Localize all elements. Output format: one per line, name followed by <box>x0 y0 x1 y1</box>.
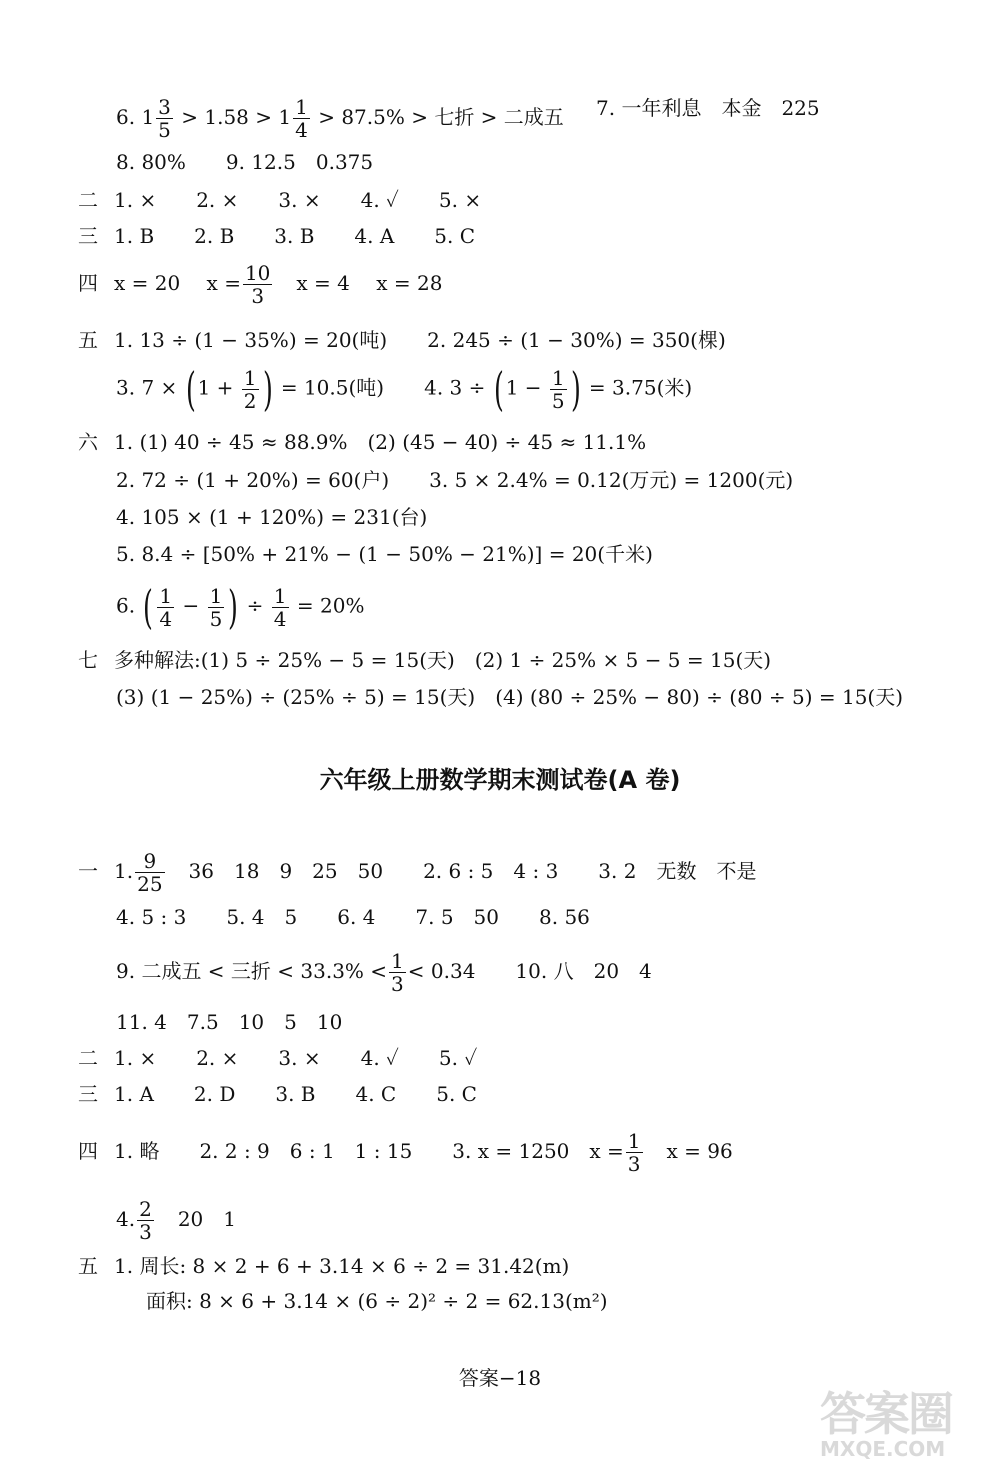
page-number: 答案−18 <box>458 1366 542 1390</box>
answer-row: 8. 80% 9. 12.5 0.375 <box>116 150 374 174</box>
fraction: $\frac{1}{3}$ <box>391 949 404 996</box>
answer-row: 二 1. × 2. × 3. × 4. ✓ 5. ✓ <box>78 1046 478 1070</box>
section-number: 五 <box>78 328 98 352</box>
answer-row: 4. $\frac{2}{3}$ 20 1 <box>116 1197 237 1244</box>
section-number: 三 <box>78 1082 98 1106</box>
watermark-logo <box>820 1387 990 1466</box>
fraction: $\frac{1}{4}$ <box>295 95 308 142</box>
answer-row: 一 1. $\frac{9}{25}$ 36 18 9 25 50 2. 6 : 5 4 : 3 3. 2 无数 不是 <box>78 849 757 896</box>
watermark-url: MXQE.COM <box>820 1437 946 1461</box>
section-number: 六 <box>78 430 98 454</box>
answer-row: 五 1. 周长: 8 × 2 + 6 + 3.14 × 6 ÷ 2 = 31.42(m) <box>78 1254 570 1278</box>
fraction: $\frac{1}{4}$ <box>273 583 287 631</box>
section-number: 一 <box>78 859 98 883</box>
answer-row: 五 1. 13 ÷ (1 − 35%) = 20(吨) 2. 245 ÷ (1 − 30%) = 350(棵) <box>78 328 726 352</box>
section-number: 三 <box>78 224 98 248</box>
section-number: 五 <box>78 1254 98 1278</box>
fraction: $\frac{1}{2}$ <box>243 365 257 413</box>
text: 6. 1 <box>116 105 155 129</box>
text: > 87.5% > 七折 > 二成五 <box>311 105 564 129</box>
fraction: $\frac{10}{3}$ <box>244 261 271 308</box>
fraction: $\frac{1}{5}$ <box>551 365 565 413</box>
watermark-text: 答案圈 <box>820 1387 952 1441</box>
fraction: $\frac{3}{5}$ <box>158 95 171 142</box>
answer-row <box>116 96 564 141</box>
fraction: $\frac{1}{3}$ <box>627 1129 641 1176</box>
answer-row: 四 1. 略 2. 2 : 9 6 : 1 1 : 15 3. x = 1250 x = $\frac{1}{3}$ x = 96 <box>78 1129 733 1176</box>
section-number: 二 <box>78 1046 98 1070</box>
section-title: 六年级上册数学期末测试卷(A 卷) <box>319 766 681 794</box>
answer-row: 三 1. A 2. D 3. B 4. C 5. C <box>78 1082 477 1106</box>
answer-row: 9. 二成五 < 三折 < 33.3% < $\frac{1}{3}$ < 0.34 10. 八 20 4 <box>116 949 652 996</box>
answer-row: 7. 一年利息 本金 225 <box>596 96 820 120</box>
fraction: $\frac{1}{4}$ <box>159 583 173 631</box>
section-number: 四 <box>78 271 98 295</box>
fraction: $\frac{2}{3}$ <box>139 1197 152 1244</box>
fraction: $\frac{9}{25}$ <box>137 849 163 896</box>
section-number: 四 <box>78 1139 98 1163</box>
answer-row: 5. 8.4 ÷ [50% + 21% − (1 − 50% − 21%)] = 20(千米) <box>116 542 653 566</box>
answer-row: 2. 72 ÷ (1 + 20%) = 60(户) 3. 5 × 2.4% = 0.12(万元) = 1200(元) <box>116 468 794 492</box>
answer-row: 三 1. B 2. B 3. B 4. A 5. C <box>78 224 476 248</box>
answer-row: 4. 5 : 3 5. 4 5 6. 4 7. 5 50 8. 56 <box>116 905 590 929</box>
answer-row: 七 多种解法:(1) 5 ÷ 25% − 5 = 15(天) (2) 1 ÷ 25% × 5 − 5 = 15(天) <box>78 648 772 672</box>
answer-row: 11. 4 7.5 10 5 10 <box>116 1010 343 1034</box>
fraction: $\frac{1}{5}$ <box>209 583 223 631</box>
answer-row: 4. 105 × (1 + 120%) = 231(台) <box>116 505 428 529</box>
text: > 1.58 > 1 <box>174 105 292 129</box>
answer-row: 四 x = 20 x = $\frac{10}{3}$ x = 4 x = 28 <box>78 261 443 308</box>
answer-row: 二 1. × 2. × 3. × 4. ✓ 5. × <box>78 188 482 212</box>
answer-row: 3. 7 × ( 1 + $\frac{1}{2}$ ) = 10.5(吨) 4. 3 ÷ ( 1 − $\frac{1}{5}$ ) = 3.75(米) <box>116 362 693 416</box>
section-number: 二 <box>78 188 98 212</box>
answer-row: (3) (1 − 25%) ÷ (25% ÷ 5) = 15(天) (4) (80 ÷ 25% − 80) ÷ (80 ÷ 5) = 15(天) <box>116 685 904 709</box>
answer-row: 6. ( $\frac{1}{4}$ − $\frac{1}{5}$ ) ÷ $\frac{1}{4}$ = 20% <box>116 580 365 634</box>
section-number: 七 <box>78 648 98 672</box>
answer-row: 面积: 8 × 6 + 3.14 × (6 ÷ 2)² ÷ 2 = 62.13(m²) <box>146 1289 608 1313</box>
answer-row: 六 1. (1) 40 ÷ 45 ≈ 88.9% (2) (45 − 40) ÷ 45 ≈ 11.1% <box>78 430 647 454</box>
